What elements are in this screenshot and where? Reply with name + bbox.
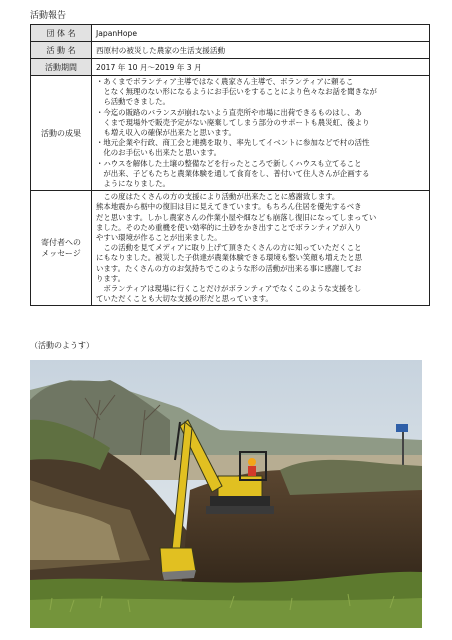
results-line: が出来、子どもたちと農業体験を通して食育をし、普付いて住人さんが企画する	[96, 168, 370, 178]
message-text	[92, 191, 430, 306]
results-line: ・今迄の販路のバランスが崩れないよう直売所や市場に出荷できるものはし、あ	[96, 107, 362, 117]
results-line: も増え収入の確保が出来たと思います。	[96, 128, 236, 138]
results-line: ・ハウスを解体した土壌の整備などを行ったところで新しくハウスも立てること	[96, 158, 362, 168]
results-line: ようになりました。	[96, 179, 170, 189]
message-line: やすい環境が作ることが出来ました。	[96, 233, 222, 243]
org-value: JapanHope	[92, 25, 430, 42]
activity-label: 活 動 名	[31, 42, 92, 59]
document-title: 活動報告	[30, 11, 67, 21]
activity-value: 西原村の被災した農家の生活支援活動	[92, 42, 430, 59]
message-line: います。たくさんの方のお気持ちでこのような形の活動が出来る事に感謝してお	[96, 263, 362, 273]
message-label	[31, 191, 92, 306]
report-table	[30, 24, 430, 306]
message-line: ました。そのため重機を使い効率的に土砂をかき出すことでボランティアが入り	[96, 222, 362, 232]
activity-row	[31, 42, 430, 59]
activity-photo	[30, 360, 422, 628]
results-line: くまで現場外で販売予定がない廃棄してしまう部分のサポートも農災虹、後より	[96, 117, 370, 127]
message-line: にもなりました。被災した子供達が農業体験できる環境も整い笑顔も増えたと思	[96, 253, 363, 263]
results-line: ・あくまでボランティア主導ではなく農家さん主導で、ボランティアに頼るこ	[96, 77, 354, 86]
message-line: 熊本地震から栃中の復旧は目に見えてきています。もちろん住居を優先するべき	[96, 202, 362, 212]
message-line: この活動を見てメディアに取り上げて頂きたくさんの方に知っていただくこと	[96, 243, 362, 253]
message-label-line: 寄付者への	[41, 238, 81, 248]
results-line: となく無理のない形になるようにお手伝いをすることにより色々なお話を聞きなが	[96, 87, 377, 97]
message-label-line: メッセージ	[41, 249, 81, 259]
results-line: 化のお手伝いも出来たと思います。	[96, 148, 222, 158]
message-line: ボランティアは現場に行くことだけがボランティアでなくこのような支援をし	[96, 284, 362, 294]
message-line: この度はたくさんの方の支援により活動が出来たことに感謝致します。	[96, 192, 340, 202]
results-line: ら活動できました。	[96, 97, 170, 107]
message-line: ていただくことも大切な支援の形だと思っています。	[96, 294, 273, 304]
message-line: ります。	[96, 273, 125, 283]
period-label: 活動期間	[31, 59, 92, 76]
results-line: ・地元企業や行政、商工会と連携を取り、率先してイベントに参加などで村の活性	[96, 138, 370, 148]
org-row	[31, 25, 430, 42]
results-label: 活動の成果	[31, 76, 92, 191]
excavator-photo-icon	[30, 360, 422, 628]
period-row	[31, 59, 430, 76]
org-label: 団 体 名	[31, 25, 92, 42]
message-row	[31, 191, 430, 306]
results-text	[92, 76, 430, 191]
period-value: 2017 年 10 月～2019 年 3 月	[92, 59, 430, 76]
message-line: だと思います。しかし農家さんの作業小屋や畑なども崩落し復旧になってしまってい	[96, 212, 377, 222]
results-row	[31, 76, 430, 191]
section-title: （活動のようす）	[30, 341, 94, 350]
